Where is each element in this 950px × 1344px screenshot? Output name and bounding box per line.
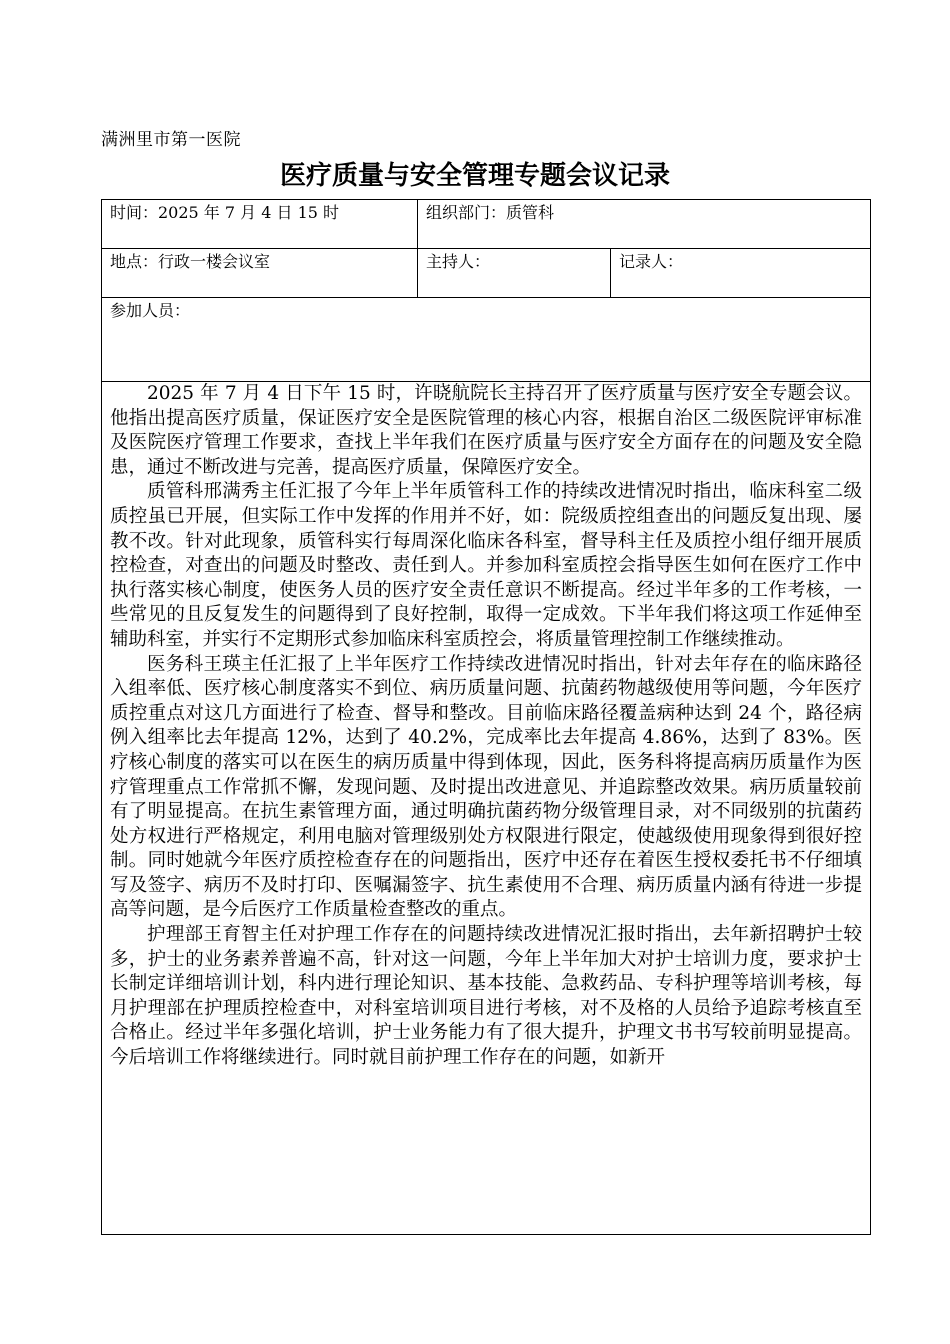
content-paragraph-4: 护理部王育智主任对护理工作存在的问题持续改进情况汇报时指出，去年新招聘护士较多，护士的业务素养普遍不高，针对这一问题，今年上半年加大对护士培训力度，要求护士长制定详细培训计划，科内进行理论知识、基本技能、急救药品、专科护理等培训考核，每月护理部在护理质控检查中，对科室培训项目进行考核，对不及格的人员给予追踪考核直至合格止。经过半年多强化培训，护士业务能力有了很大提升，护理文书书写较前明显提高。今后培训工作将继续进行。同时就目前护理工作存在的问题，如新开 — [110, 924, 863, 1069]
document-title: 医疗质量与安全管理专题会议记录 — [279, 161, 670, 191]
meeting-attendees: 参加人员： — [102, 298, 871, 382]
content-paragraph-1: 2025 年 7 月 4 日下午 15 时，许晓航院长主持召开了医疗质量与医疗安全专题会议。他指出提高医疗质量，保证医疗安全是医院管理的核心内容，根据自治区二级医院评审标准及医院医疗管理工作要求，查找上半年我们在医疗质量与医疗安全方面存在的问题及安全隐患，通过不断改进与完善，提高医疗质量，保障医疗安全。 — [110, 383, 863, 478]
meeting-host: 主持人： — [418, 249, 611, 298]
content-paragraph-3: 医务科王瑛主任汇报了上半年医疗工作持续改进情况时指出，针对去年存在的临床路径入组率低、医疗核心制度落实不到位、病历质量问题、抗菌药物越级使用等问题，今年医疗质控重点对这几方面进行了检查、督导和整改。目前临床路径覆盖病种达到 24 个，路径病例入组率比去年提高 12%，达到了 40.2%，完成率比去年提高 4.86%，达到了 83%。医疗核心制度的落实可以在医生的病历质量中得到体现，因此，医务科将提高病历质量作为医疗管理重点工作常抓不懈，发现问题、及时提出改进意见、并追踪整改效果。病历质量较前有了明显提高。在抗生素管理方面，通过明确抗菌药物分级管理目录，对不同级别的抗菌药处方权进行严格规定，利用电脑对管理级别处方权限进行限定，使越级使用现象得到很好控制。同时她就今年医疗质控检查存在的问题指出，医疗中还存在着医生授权委托书不仔细填写及签字、病历不及时打印、医嘱漏签字、抗生素使用不合理、病历质量内涵有待进一步提高等问题，是今后医疗工作质量检查整改的重点。 — [110, 653, 863, 921]
meeting-location: 地点：行政一楼会议室 — [102, 249, 418, 298]
hospital-name: 满洲里市第一医院 — [101, 130, 241, 150]
meeting-time: 时间：2025 年 7 月 4 日 15 时 — [102, 200, 418, 249]
meeting-record-table — [101, 199, 871, 1235]
content-paragraph-2: 质管科邢满秀主任汇报了今年上半年质管科工作的持续改进情况时指出，临床科室二级质控虽已开展，但实际工作中发挥的作用并不好，如：院级质控组查出的问题反复出现、屡教不改。针对此现象，质管科实行每周深化临床各科室，督导科主任及质控小组仔细开展质控检查，对查出的问题及时整改、责任到人。并参加科室质控会指导医生如何在医疗工作中执行落实核心制度，使医务人员的医疗安全责任意识不断提高。经过半年多的工作考核，一些常见的且反复发生的问题得到了良好控制，取得一定成效。下半年我们将这项工作延伸至辅助科室，并实行不定期形式参加临床科室质控会，将质量管理控制工作继续推动。 — [110, 481, 863, 650]
meeting-content — [102, 382, 871, 1235]
meeting-recorder: 记录人： — [611, 249, 871, 298]
organizing-department: 组织部门：质管科 — [418, 200, 871, 249]
